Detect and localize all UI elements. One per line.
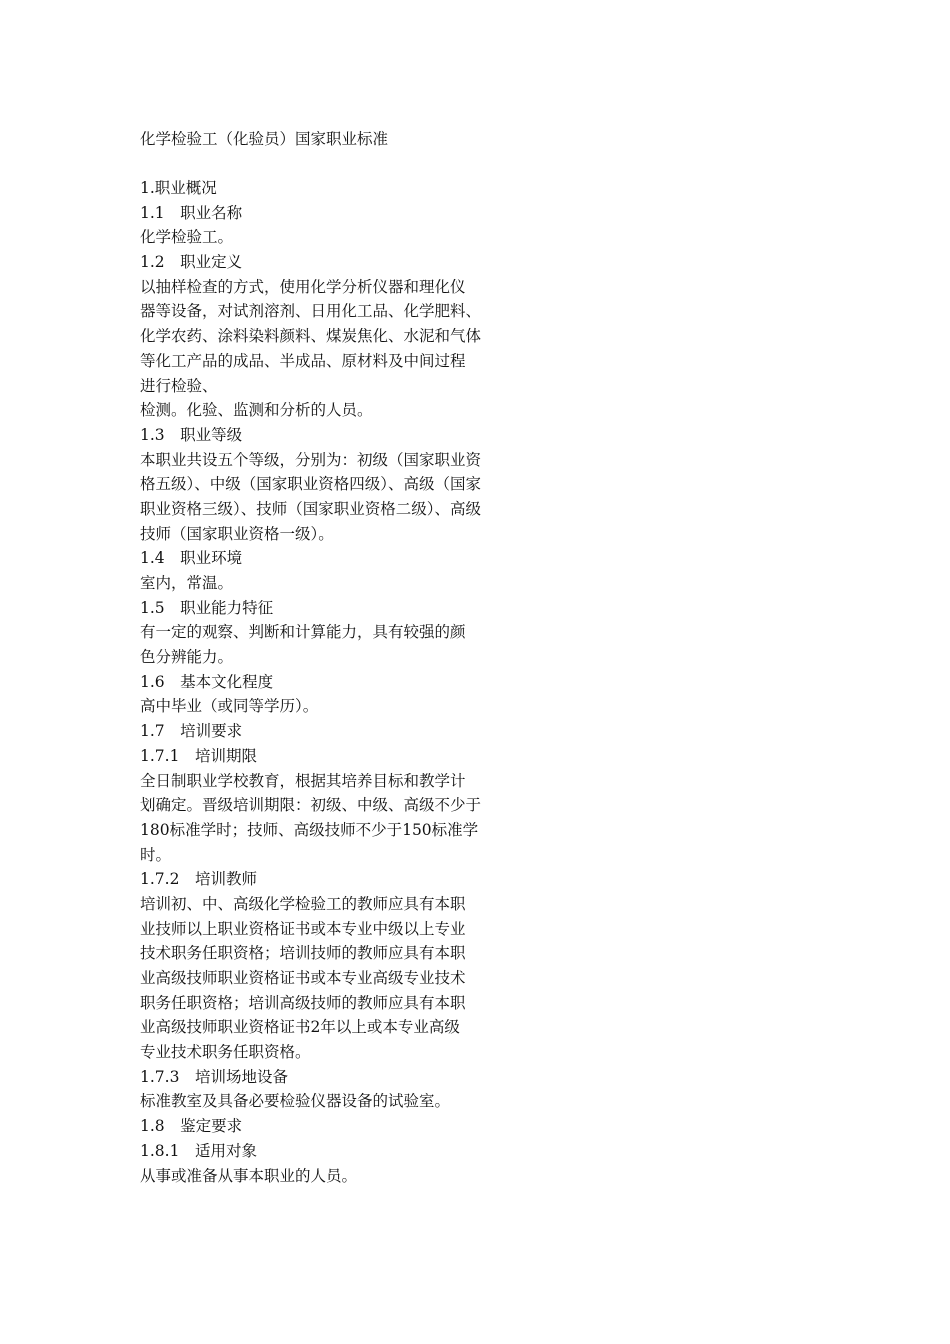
text-line: 格五级）、中级（国家职业资格四级）、高级（国家 (140, 475, 482, 494)
document-body (140, 176, 500, 1188)
text-line: 1.1 职业名称 (140, 203, 243, 222)
text-line: 等化工产品的成品、半成品、原材料及中间过程 (140, 351, 466, 370)
text-line: 1.7 培训要求 (140, 722, 243, 741)
text-line: 化学农药、涂料染料颜料、煤炭焦化、水泥和气体 (140, 327, 482, 346)
text-line: 室内，常温。 (140, 574, 234, 592)
text-line: 职务任职资格；培训高级技师的教师应具有本职 (140, 993, 466, 1012)
text-line: 1.8 鉴定要求 (140, 1117, 243, 1136)
text-line: 1.8.1 适用对象 (140, 1141, 257, 1160)
document-title: 化学检验工（化验员）国家职业标准 (140, 130, 389, 148)
text-line: 1.7.2 培训教师 (140, 870, 257, 889)
text-line: 1.6 基本文化程度 (140, 672, 274, 691)
text-line: 技师（国家职业资格一级）。 (140, 524, 334, 543)
text-line: 高中毕业（或同等学历）。 (140, 697, 319, 716)
text-line: 器等设备，对试剂溶剂、日用化工品、化学肥料、 (140, 302, 482, 321)
text-line: 全日制职业学校教育，根据其培养目标和教学计 (140, 771, 466, 790)
text-line: 标准教室及具备必要检验仪器设备的试验室。 (140, 1092, 451, 1111)
text-line: 培训初、中、高级化学检验工的教师应具有本职 (140, 894, 466, 913)
text-line: 业高级技师职业资格证书2年以上或本专业高级 (140, 1018, 460, 1037)
text-line: 1.7.3 培训场地设备 (140, 1067, 288, 1086)
text-line: 时。 (140, 845, 172, 864)
text-line: 1.4 职业环境 (140, 549, 243, 568)
text-line: 1.职业概况 (140, 179, 217, 197)
text-line: 业高级技师职业资格证书或本专业高级专业技术 (140, 969, 466, 987)
text-line: 划确定。晋级培训期限：初级、中级、高级不少于 (140, 796, 482, 815)
text-line: 职业资格三级）、技师（国家职业资格二级）、高级 (140, 499, 482, 518)
text-line: 化学检验工。 (140, 228, 234, 247)
text-line: 专业技术职务任职资格。 (140, 1043, 311, 1062)
text-line: 技术职务任职资格；培训技师的教师应具有本职 (140, 944, 466, 963)
text-line: 1.5 职业能力特征 (140, 598, 274, 617)
text-line: 色分辨能力。 (140, 648, 234, 667)
text-line: 从事或准备从事本职业的人员。 (140, 1166, 358, 1185)
text-line: 1.7.1 培训期限 (140, 746, 257, 765)
text-line: 1.3 职业等级 (140, 425, 243, 444)
text-line: 业技师以上职业资格证书或本专业中级以上专业 (140, 919, 466, 938)
text-line: 本职业共设五个等级，分别为：初级（国家职业资 (140, 450, 482, 469)
text-line: 1.2 职业定义 (140, 253, 243, 272)
text-line: 180标准学时；技师、高级技师不少于150标准学 (140, 820, 479, 839)
text-line: 检测。化验、监测和分析的人员。 (140, 401, 373, 420)
text-line: 以抽样检查的方式，使用化学分析仪器和理化仪 (140, 277, 466, 296)
text-line: 进行检验、 (140, 376, 218, 395)
text-line: 有一定的观察、判断和计算能力，具有较强的颜 (140, 623, 466, 642)
